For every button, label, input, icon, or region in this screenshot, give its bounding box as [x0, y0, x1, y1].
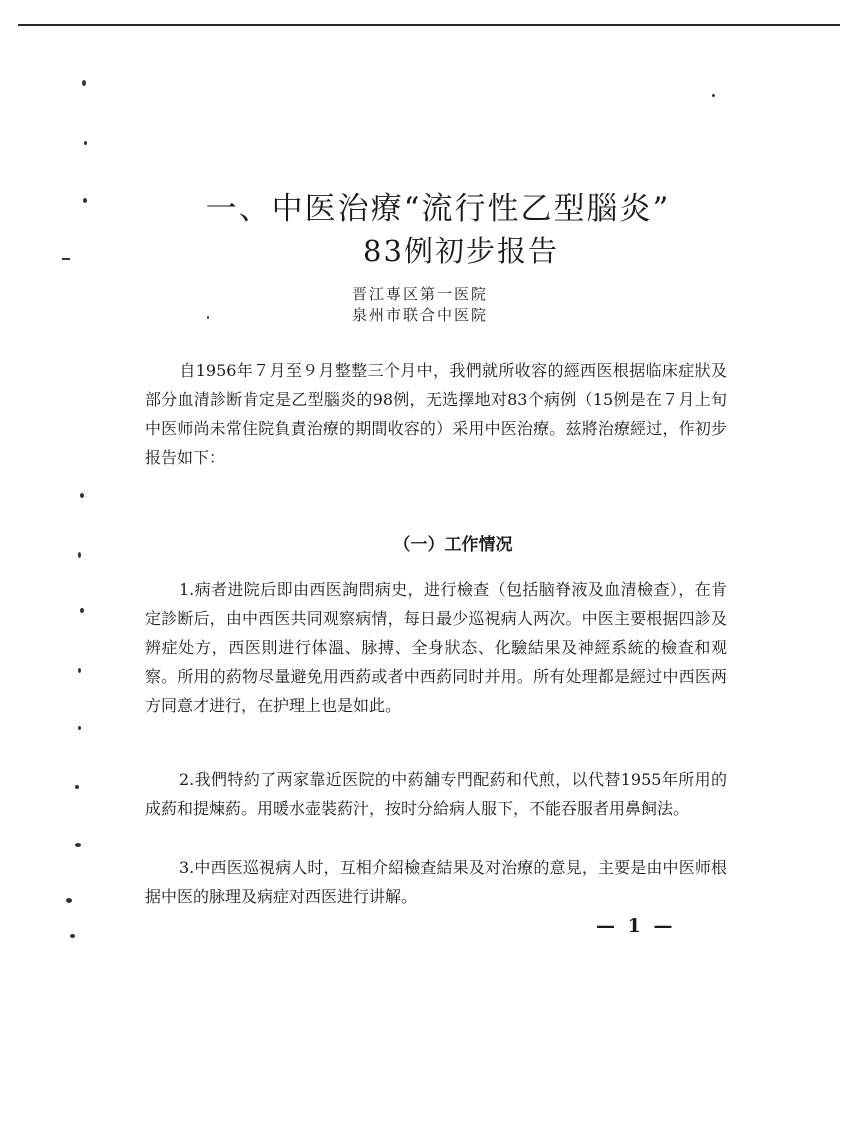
section-heading: （一）工作情况	[393, 535, 513, 555]
paragraph-item-text: 1.病者进院后即由西医詢問病史，进行檢查（包括脑脊液及血清檢查），在肯定診断后，由中西医共同观察病情，每日最少巡視病人两次。中医主要根据四診及辨症处方，西医則进行体溫、脉搏、全身狀态、化驗結果及神經系統的檢查和观察。所用的葯物尽量避免用西葯或者中西葯同时并用。所有处理都是經过中西医两方同意才进行，在护理上也是如此。	[145, 580, 727, 715]
scan-speck	[207, 316, 209, 319]
intro-paragraph	[145, 356, 727, 472]
scan-speck	[80, 608, 84, 613]
scan-speck	[712, 94, 715, 97]
intro-paragraph-text: 自1956年７月至９月整整三个月中，我們就所收容的經西医根据临床症狀及部分血清診断肯定是乙型腦炎的98例，无选擇地对83个病例（15例是在７月上旬中医师尚未常住院負責治療的期間收容的）采用中医治療。兹將治療經过，作初步报告如下：	[145, 361, 727, 467]
scan-speck	[78, 726, 81, 730]
scan-speck	[66, 898, 72, 903]
paragraph-item-text: 2.我們特約了两家靠近医院的中葯舖专門配葯和代煎，以代替1955年所用的成葯和提煉葯。用暖水壶裝葯汁，按时分給病人服下，不能吞服者用鼻飼法。	[145, 770, 727, 818]
paragraph-item-text: 3.中西医巡視病人时，互相介紹檢查結果及对治療的意見，主要是由中医师根据中医的脉理及病症对西医进行讲解。	[145, 858, 727, 906]
scan-speck	[78, 668, 81, 673]
page-number: — 1 —	[596, 915, 676, 937]
scan-speck	[84, 141, 87, 145]
scan-speck	[80, 493, 84, 498]
author-institution-1: 晋江専区第一医院	[352, 285, 489, 303]
paragraph-item-3	[145, 853, 727, 911]
scan-speck	[70, 934, 75, 938]
scan-speck	[75, 785, 79, 789]
document-title: 一、中医治療“流行性乙型腦炎”	[205, 191, 671, 227]
scan-speck	[82, 80, 86, 86]
author-institution-2: 泉州市联合中医院	[352, 306, 489, 324]
top-border-rule	[18, 24, 840, 26]
paragraph-item-2	[145, 765, 727, 823]
scan-speck	[75, 843, 81, 847]
document-subtitle: 83例初步报告	[363, 234, 559, 268]
paragraph-item-1	[145, 575, 727, 720]
